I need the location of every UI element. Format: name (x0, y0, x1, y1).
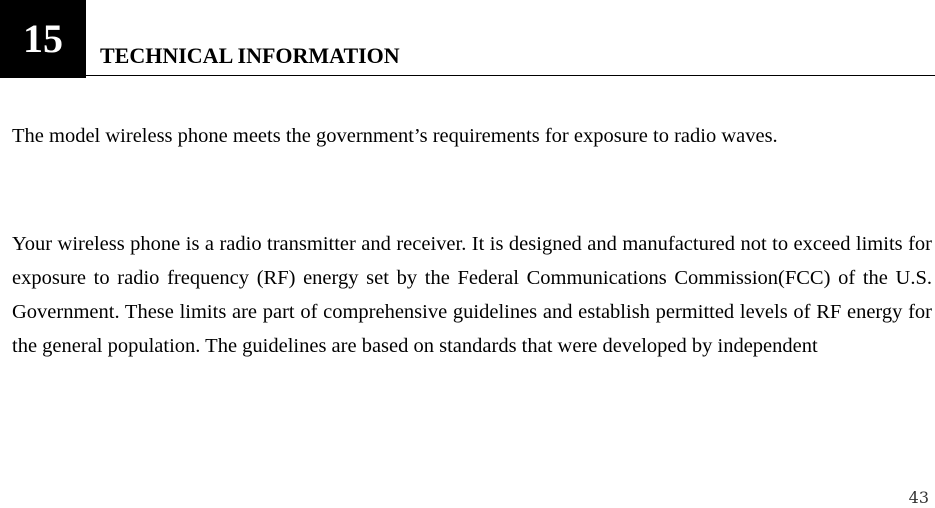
header-rule (86, 75, 935, 76)
paragraph-exposure-requirements: The model wireless phone meets the government’s requirements for exposure to radio waves. (12, 125, 778, 147)
chapter-number-box (0, 0, 86, 78)
chapter-number: 15 (23, 16, 63, 61)
paragraph-rf-limits: Your wireless phone is a radio transmitter and receiver. It is designed and manufactured not to exceed limits for exposure to radio frequency (RF) energy set by the Federal Communications Commission(FCC) of the U.S. Government. These limits are part of comprehensive guidelines and establish permitted levels of RF energy for the general population. The guidelines are based on standards that were developed by independent (12, 233, 932, 357)
chapter-title: TECHNICAL INFORMATION (100, 43, 400, 68)
page-number: 43 (908, 488, 929, 507)
